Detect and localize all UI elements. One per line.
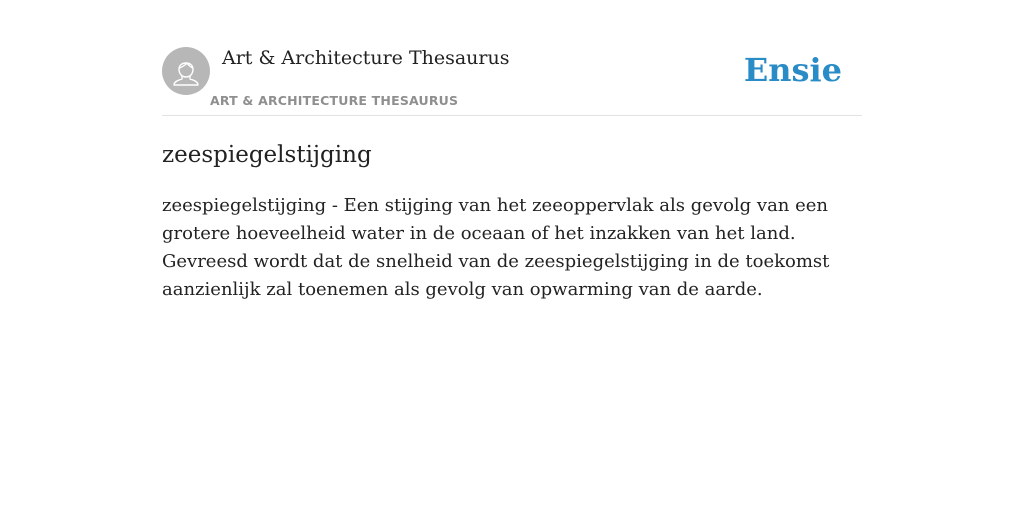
entry-definition: zeespiegelstijging - Een stijging van het zeeoppervlak als gevolg van een grotere hoeveelheid water in de oceaan of het inzakken van het land. Gevreesd wordt dat de snelheid van de zeespiegelstijging in de toekomst aanzienlijk zal toenemen als gevolg van opwarming van de aarde. [162, 195, 830, 300]
brand-logo[interactable]: Ensie [743, 51, 842, 89]
entry-card [162, 0, 862, 512]
user-icon [162, 47, 210, 95]
source-label: ART & ARCHITECTURE THESAURUS [210, 93, 459, 108]
entry-term: zeespiegelstijging [162, 142, 372, 168]
avatar[interactable] [162, 47, 210, 95]
entry-header [162, 0, 862, 116]
author-name[interactable]: Art & Architecture Thesaurus [222, 47, 510, 69]
